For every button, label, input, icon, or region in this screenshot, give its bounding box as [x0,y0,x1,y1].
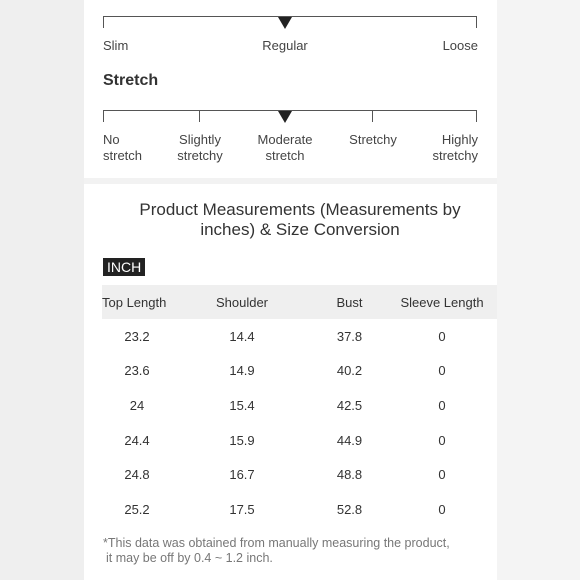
table-row [102,423,497,458]
stretch-label-moderate-stretch [245,132,325,164]
table-cell: 24 [129,397,145,413]
table-cell: 42.5 [336,397,363,413]
table-cell: 17.5 [229,501,255,517]
stretch-label-highly-stretchy [398,132,478,164]
table-cell: 0 [438,397,446,413]
stretch-label-line: Stretchy [349,132,397,147]
measurement-disclaimer [103,536,493,566]
stretch-label-line: stretchy [177,148,223,163]
column-header-top-length: Top Length [102,285,172,319]
table-cell: 0 [438,432,446,448]
stretch-label-line: Moderate [257,132,313,147]
column-header-bust: Bust [312,285,387,319]
table-cell: 14.9 [229,363,255,379]
table-row [102,354,497,389]
table-cell: 15.4 [229,397,255,413]
stretch-label-line: stretchy [432,148,478,163]
table-cell: 48.8 [336,467,363,483]
stretch-label-line: stretch [103,148,143,163]
stretch-label-slightly-stretchy [160,132,240,164]
table-cell: 40.2 [336,363,363,379]
table-cell: 23.6 [124,363,150,379]
stretch-selected-marker-icon [278,111,292,123]
fit-label-regular: Regular [262,38,308,53]
table-cell: 24.4 [124,432,150,448]
table-row [102,492,497,527]
column-header-sleeve-length: Sleeve Length [387,285,497,319]
disclaimer-line: it may be off by 0.4 ~ 1.2 inch. [106,551,273,565]
table-cell: 0 [438,363,446,379]
stretch-scale-tick [199,110,200,122]
fit-label-loose: Loose [442,38,478,53]
table-cell: 14.4 [229,328,255,344]
left-background [0,0,84,580]
disclaimer-line: *This data was obtained from manually measuring the product, [103,536,450,550]
table-cell: 23.2 [124,328,150,344]
right-background [497,0,580,580]
table-cell: 25.2 [124,501,150,517]
table-cell: 0 [438,501,446,517]
stretch-label-line: No [103,132,120,147]
stretch-label-line: stretch [265,148,305,163]
table-cell: 0 [438,328,446,344]
stretch-label-line: Slightly [179,132,221,147]
measurements-heading-line: Product Measurements (Measurements by [139,200,461,219]
measurements-heading [100,200,500,240]
stretch-label-line: Highly [441,132,478,147]
fit-selected-marker-icon [278,17,292,29]
fit-label-slim: Slim [103,38,129,53]
table-row [102,319,497,354]
stretch-scale-tick [103,110,104,122]
table-cell: 52.8 [336,501,363,517]
table-cell: 24.8 [124,467,150,483]
table-row [102,388,497,423]
table-header-row [102,285,497,319]
unit-badge: INCH [103,258,145,276]
table-cell: 15.9 [229,432,255,448]
table-cell: 0 [438,467,446,483]
table-row [102,457,497,492]
stretch-title: Stretch [103,72,159,89]
column-header-shoulder: Shoulder [172,285,312,319]
table-cell: 16.7 [229,467,255,483]
fit-scale-tick [103,16,104,28]
measurements-table [102,285,497,527]
table-cell: 44.9 [336,432,363,448]
table-cell: 37.8 [336,328,363,344]
measurements-heading-line: inches) & Size Conversion [200,220,400,239]
fit-scale-tick [476,16,477,28]
stretch-scale-tick [372,110,373,122]
stretch-scale-tick [476,110,477,122]
stretch-label-no-stretch [103,132,142,164]
